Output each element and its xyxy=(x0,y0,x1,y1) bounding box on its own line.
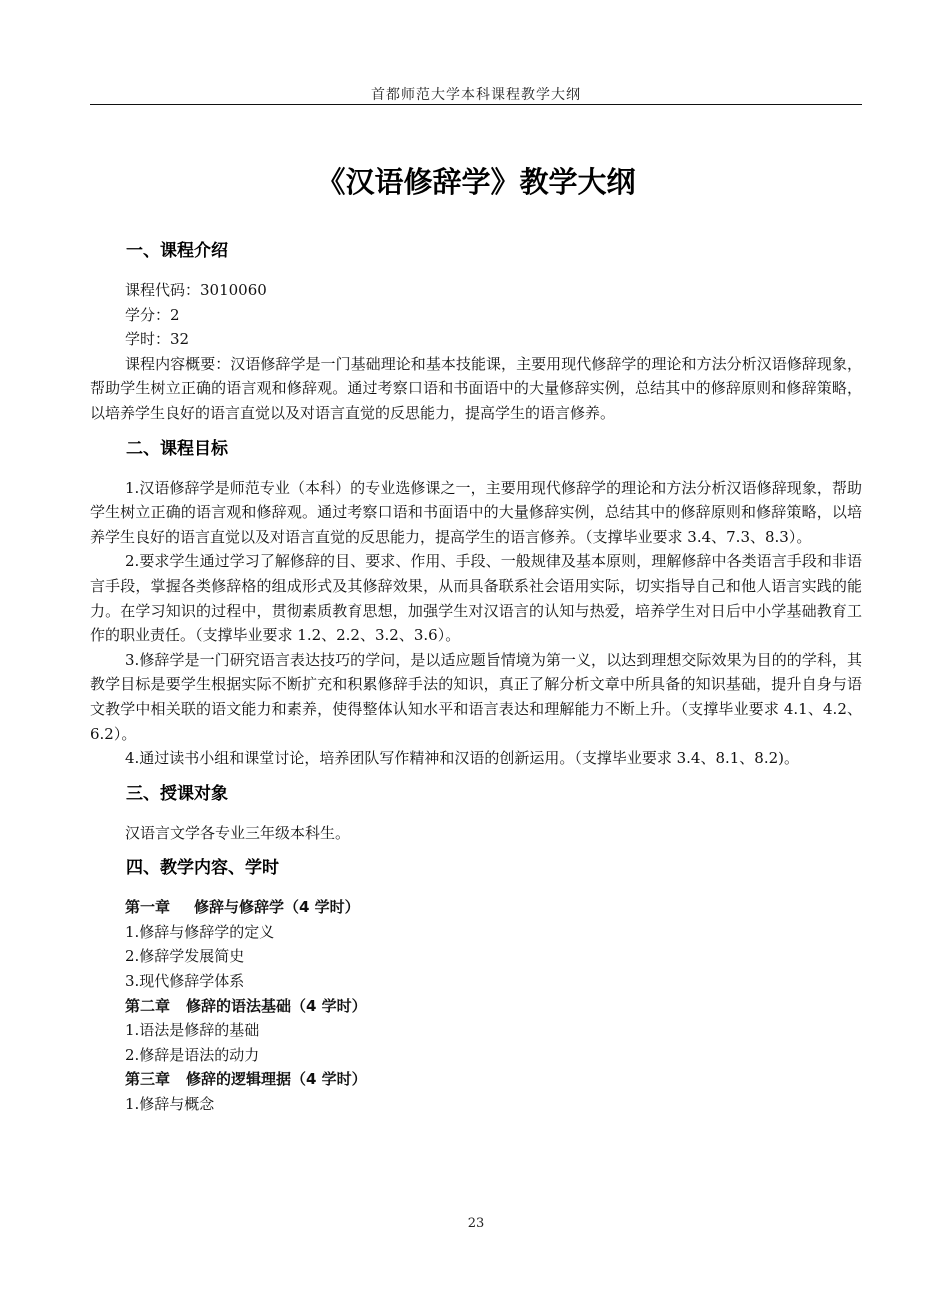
chapter-label: 第三章 xyxy=(125,1070,171,1089)
goal-item: 2.要求学生通过学习了解修辞的目、要求、作用、手段、一般规律及基本原则，理解修辞中各类语言手段和非语言手段，掌握各类修辞格的组成形式及其修辞效果，从而具备联系社会语用实际，切实指导自己和他人语言实践的能力。在学习知识的过程中，贯彻素质教育思想，加强学生对汉语言的认知与热爱，培养学生对日后中小学基础教育工作的职业责任。（支撑毕业要求 1.2、2.2、3.2、3.6）。 xyxy=(90,552,862,645)
running-header: 首都师范大学本科课程教学大纲 xyxy=(371,87,581,103)
course-hours: 学时：32 xyxy=(125,330,190,349)
chapter-item: 2.修辞是语法的动力 xyxy=(125,1045,260,1064)
chapter-item: 3.现代修辞学体系 xyxy=(125,972,245,991)
section-heading-intro: 一、课程介绍 xyxy=(126,241,228,261)
course-credit: 学分：2 xyxy=(125,305,180,324)
course-code: 课程代码：3010060 xyxy=(125,281,267,299)
chapter-item: 1.语法是修辞的基础 xyxy=(125,1021,260,1040)
section-heading-content: 四、教学内容、学时 xyxy=(126,858,279,879)
chapter-label: 第一章 xyxy=(125,898,171,917)
header-rule xyxy=(90,104,862,105)
goal-item: 3.修辞学是一门研究语言表达技巧的学问，是以适应题旨情境为第一义，以达到理想交际效果为目的的学科，其教学目标是要学生根据实际不断扩充和积累修辞手法的知识，真正了解分析文章中所具备的知识基础，提升自身与语文教学中相关联的语文能力和素养，使得整体认知水平和语言表达和理解能力不断上升。（支撑毕业要求 4.1、4.2、6.2）。 xyxy=(90,650,862,743)
document-title: 《汉语修辞学》教学大纲 xyxy=(316,165,636,199)
chapter-item: 1.修辞与概念 xyxy=(125,1095,215,1114)
chapter-item: 1.修辞与修辞学的定义 xyxy=(125,922,275,941)
section-heading-audience: 三、授课对象 xyxy=(126,783,228,804)
document-body xyxy=(90,236,862,1117)
page-number: 23 xyxy=(467,1216,485,1231)
course-summary: 课程内容概要：汉语修辞学是一门基础理论和基本技能课，主要用现代修辞学的理论和方法分析汉语修辞现象，帮助学生树立正确的语言观和修辞观。通过考察口语和书面语中的大量修辞实例，总结其中的修辞原则和修辞策略，以培养学生良好的语言直觉以及对语言直觉的反思能力，提高学生的语言修养。 xyxy=(90,354,862,422)
chapter-heading xyxy=(90,1067,862,1092)
goal-item: 1.汉语修辞学是师范专业（本科）的专业选修课之一，主要用现代修辞学的理论和方法分析汉语修辞现象，帮助学生树立正确的语言观和修辞观。通过考察口语和书面语中的大量修辞实例，总结其中的修辞原则和修辞策略，以培养学生良好的语言直觉以及对语言直觉的反思能力，提高学生的语言修养。（支撑毕业要求 3.4、7.3、8.3）。 xyxy=(90,478,862,546)
chapter-item: 2.修辞学发展简史 xyxy=(125,947,245,966)
chapter-title: 修辞的语法基础（4 学时） xyxy=(186,996,367,1015)
chapter-heading xyxy=(90,994,862,1019)
chapter-title: 修辞的逻辑理据（4 学时） xyxy=(186,1070,367,1089)
chapter-label: 第二章 xyxy=(125,996,171,1015)
section-heading-goals: 二、课程目标 xyxy=(126,438,228,459)
chapter-title: 修辞与修辞学（4 学时） xyxy=(194,898,360,917)
audience-text: 汉语言文学各专业三年级本科生。 xyxy=(125,823,351,842)
chapter-heading xyxy=(90,895,862,920)
goal-item: 4.通过读书小组和课堂讨论，培养团队写作精神和汉语的创新运用。（支撑毕业要求 3.4、8.1、8.2)。 xyxy=(125,749,800,768)
